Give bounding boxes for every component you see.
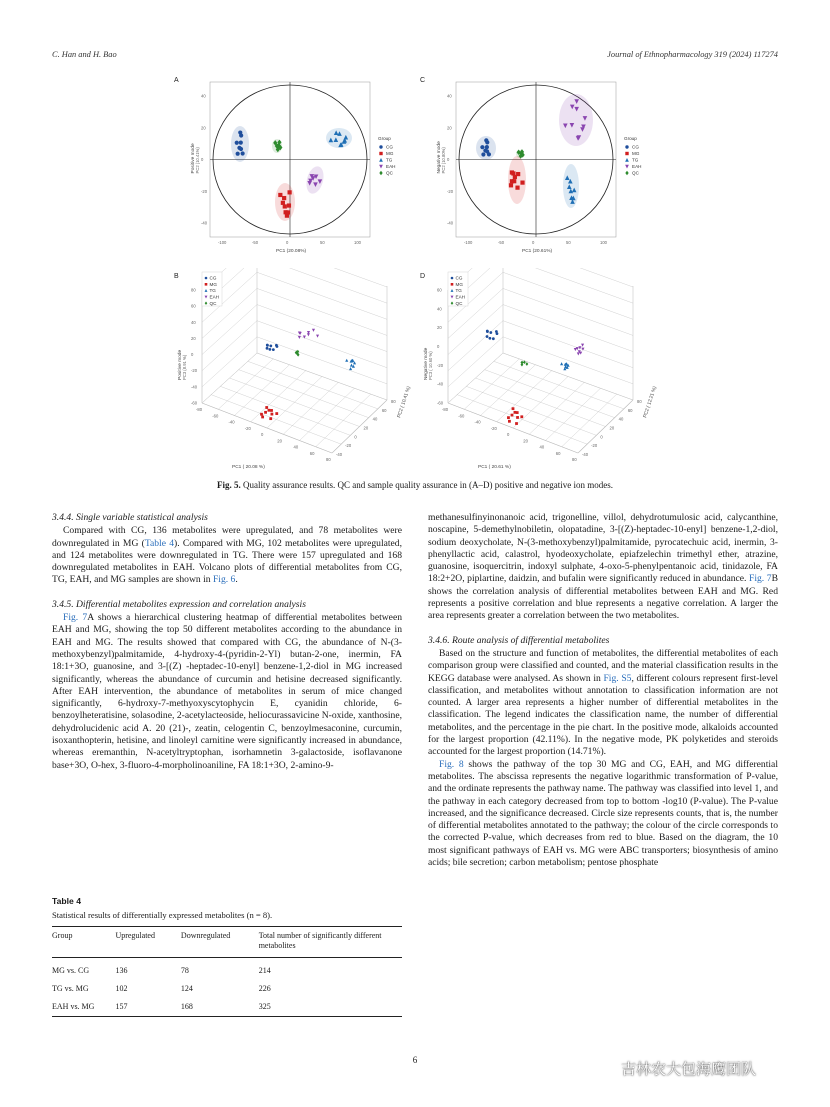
data-point	[379, 158, 383, 162]
grid-line	[202, 321, 257, 371]
legend-entry-qc: QC	[386, 170, 393, 176]
legend-entry-mg: MG	[386, 151, 394, 157]
grid-line	[503, 272, 633, 319]
legend-entry-tg: TG	[386, 157, 393, 163]
data-point	[625, 171, 628, 175]
y-tick-label: 40	[618, 416, 624, 422]
data-point	[265, 406, 268, 409]
x-tick-label: 20	[523, 438, 528, 444]
table-cell: 102	[115, 984, 128, 993]
x-tick-label: -50	[252, 240, 259, 245]
data-point	[488, 337, 491, 340]
watermark	[592, 1058, 756, 1079]
grid-line	[202, 353, 257, 403]
data-point	[489, 331, 492, 334]
paragraph-3-4-6a: Based on the structure and function of metabolites, the differential metabolites of each comparison group were classified and counted, and the material classification results in the KEGG database were analysed. As shown in Fig. S5, different colours represent first-level classification, and metabolites without annotation to classification information are not counted. A larger area represents a higher number of differential metabolites in the classification. The legend indicates the classification name, the number of differential metabolites, and the percentage in the pie chart. In the positive mode, alkaloids accounted for the largest proportion (42.11%). In the negative mode, PK polyketides and steroids accounted for the largest proportion (14.71%).	[428, 647, 778, 758]
grid-line	[503, 305, 633, 352]
data-point	[237, 146, 241, 150]
legend-entry-mg: MG	[209, 281, 217, 287]
z-tick-label: -20	[437, 362, 444, 368]
grid-line	[202, 305, 257, 355]
data-point	[508, 420, 511, 423]
z-tick-label: 40	[437, 306, 442, 312]
data-point	[350, 363, 353, 366]
grid-line	[257, 272, 387, 319]
x-tick-label: -100	[464, 240, 473, 245]
legend-entry-qc: QC	[455, 300, 463, 306]
table-row	[52, 958, 402, 977]
grid-line	[448, 337, 503, 387]
x-tick-label: 100	[354, 240, 361, 245]
x-tick-label: -20	[244, 425, 251, 431]
data-point	[241, 151, 245, 155]
data-point	[379, 171, 382, 175]
x-tick-label: 0	[261, 432, 264, 437]
data-point	[516, 416, 519, 419]
legend-entry-eah: EAH	[209, 294, 219, 300]
data-point	[345, 359, 348, 362]
data-point	[269, 417, 272, 420]
data-point	[269, 345, 272, 348]
y-tick-label: 20	[447, 125, 452, 131]
x-tick-label: -60	[212, 413, 219, 419]
legend-entry-qc: QC	[632, 170, 639, 176]
grid-line	[257, 288, 387, 335]
grid-line	[503, 321, 633, 368]
x-tick-label: 0	[507, 432, 510, 437]
z-tick-label: -60	[437, 400, 444, 406]
group-ellipse-tg	[326, 128, 352, 148]
z-tick-label: 0	[191, 352, 194, 358]
y-tick-label: 20	[363, 425, 369, 431]
x-tick-label: -40	[228, 419, 235, 425]
running-head-authors: C. Han and H. Bao	[52, 50, 117, 59]
data-point	[513, 175, 517, 179]
data-point	[275, 412, 278, 415]
data-point	[287, 203, 291, 207]
table-cell: 78	[180, 966, 189, 975]
x-tick-label: -40	[474, 419, 481, 425]
data-point	[281, 201, 285, 205]
panel-label: B	[174, 273, 179, 280]
watermark-text: 吉林农大包海鹰团队	[621, 1060, 757, 1078]
y-axis-label: Positive mode	[191, 143, 196, 174]
right-column	[428, 512, 778, 869]
data-point	[512, 407, 515, 410]
data-point	[480, 145, 484, 149]
z-tick-label: 0	[437, 344, 440, 349]
y-tick-label: -40	[582, 452, 589, 457]
grid-line	[503, 353, 633, 400]
legend-entry-cg: CG	[386, 144, 393, 150]
legend-entry-cg: CG	[209, 275, 217, 281]
y-tick-label: 80	[637, 399, 642, 404]
z-tick-label: 40	[191, 319, 196, 325]
x-tick-label: 100	[600, 240, 607, 245]
grid-line	[503, 268, 633, 303]
figure-panel-a	[172, 72, 412, 267]
left-column	[52, 512, 402, 772]
z-tick-label: -20	[191, 368, 198, 374]
x-tick-label: 40	[293, 444, 299, 450]
data-point	[625, 158, 629, 162]
data-point	[625, 152, 628, 155]
data-point	[268, 348, 271, 351]
data-point	[484, 138, 488, 142]
data-point	[579, 352, 582, 355]
x-axis-label: PC1 (20.61%)	[522, 249, 553, 254]
data-point	[512, 179, 516, 183]
legend-entry-tg: TG	[209, 288, 216, 294]
data-point	[307, 333, 310, 336]
panel-label: A	[174, 77, 179, 84]
table-header: Downregulated	[180, 931, 231, 940]
data-point	[266, 347, 269, 350]
x-tick-label: 80	[572, 457, 577, 462]
z-tick-label: -40	[191, 384, 198, 390]
y-tick-label: -20	[201, 188, 208, 194]
y-tick-label: 40	[447, 93, 452, 99]
table-title: Table 4	[52, 896, 81, 906]
table-cell: 214	[258, 966, 271, 975]
y-axis-label: Negative mode	[437, 141, 442, 174]
fig-s5-link[interactable]: Fig. S5	[603, 672, 632, 684]
data-point	[271, 413, 274, 416]
x-tick-label: 50	[566, 240, 571, 245]
data-point	[451, 277, 454, 280]
paragraph-3-4-5: Fig. 7A shows a hierarchical clustering heatmap of differential metabolites between EAH and MG, showing the top 50 different metabolites according to the abundance in EAH and MG. The results showed that compared with CG, the abundance of N-(3-methoxybenzyl)palmitamide, 4-hydroxy-4-(pyridin-2-Yl) butan-2-one, inermin, FA 18:1+3O, guanosine, and 3-[(Z) -heptadec-10-enyl] benzene-1,2-diol in MG increased significantly, whereas the abundance of curcumin and hetisine decreased significantly. After EAH intervention, the abundance of metabolites in serum of mice changed significantly, 6-hydroxy-7-methyoxyscytophycin E, cyanidin chloride, 6-benzoylheteratisine, solasodine, 2-acetylacteoside, heliocurassavicine N-oxide, xanthosine, dehydrolucidenic acid A. 20 (21)-, zeatin, celogentin C, benzoylmesaconine, curcumin, isoxanthopterin, hetisine, and linoleyl carnitine were significantly increased in abundance, whereas eremanthin, N-acetyltryptophan, isorhamnetin 3-galactoside, isoflavanone base+3O, O-hex, 3-fluoro-4-morpholinoaniline, FA 18:1+3O, 2-amino-9-	[52, 612, 402, 771]
data-point	[451, 283, 454, 286]
data-point	[288, 190, 292, 194]
z-tick-label: 60	[191, 303, 196, 309]
grid-line	[503, 268, 633, 287]
table-cell: 325	[258, 1002, 271, 1011]
x-axis-label: PC1 ( 20.08 %)	[232, 465, 265, 470]
table-4	[52, 896, 402, 1017]
y-tick-label: 40	[201, 93, 206, 99]
table-header: Group	[52, 931, 73, 940]
legend-entry-eah: EAH	[632, 164, 642, 170]
table-cell: TG vs. MG	[52, 984, 89, 993]
y-tick-label: 60	[381, 407, 387, 413]
y-axis-label: PC2 ( 12.21 %)	[643, 385, 658, 419]
data-point	[298, 336, 301, 339]
y-tick-label: 0	[447, 157, 450, 162]
table-cell: 124	[180, 984, 193, 993]
y-tick-label: 60	[627, 407, 633, 413]
axis-line	[578, 400, 633, 453]
group-ellipse-eah	[304, 164, 327, 195]
data-point	[511, 414, 514, 417]
table-header: Total number of significantly different metabolites	[258, 931, 382, 950]
data-point	[485, 145, 489, 149]
data-point	[270, 409, 273, 412]
fig-7-link[interactable]: Fig. 7	[63, 612, 88, 624]
section-heading-3-4-4: 3.4.4. Single variable statistical analysis	[52, 512, 208, 523]
grid-line	[257, 353, 387, 400]
wechat-icon	[592, 1059, 616, 1079]
z-tick-label: 20	[437, 325, 442, 331]
y-tick-label: 20	[609, 425, 615, 431]
grid-line	[202, 337, 257, 387]
grid-line	[448, 353, 503, 403]
legend-entry-tg: TG	[455, 288, 462, 294]
x-tick-label: 50	[320, 240, 325, 245]
y-tick-label: -40	[336, 452, 343, 457]
grid-line	[257, 268, 387, 287]
data-point	[278, 193, 282, 197]
grid-line	[503, 288, 633, 335]
y-tick-label: -20	[591, 443, 598, 449]
data-point	[625, 145, 628, 148]
figure-panel-d	[418, 268, 658, 473]
data-point	[486, 330, 489, 333]
y-tick-label: -40	[201, 220, 208, 226]
table-cell: MG vs. CG	[52, 966, 90, 975]
axis-line	[332, 400, 387, 453]
z-tick-label: 80	[191, 287, 196, 293]
table-cell: 157	[115, 1002, 128, 1011]
data-point	[507, 416, 510, 419]
y-tick-label: 20	[201, 125, 206, 131]
data-point	[316, 335, 319, 338]
data-point	[272, 348, 275, 351]
data-point	[509, 183, 513, 187]
data-point	[379, 165, 383, 169]
x-tick-label: 40	[539, 444, 545, 450]
table-row	[52, 976, 402, 994]
paragraph-3-4-4: Compared with CG, 136 metabolites were upregulated, and 78 metabolites were downregulated in MG (Table 4). Compared with MG, 102 metabolites were upregulated, and 124 metabolites were downregulated in TG. There were 157 upregulated and 168 downregulated metabolites in EAH. Volcano plots of differential metabolites from CG, TG, EAH, and MG samples are shown in Fig. 6.	[52, 525, 403, 586]
legend-title: Group	[378, 136, 391, 141]
group-ellipse-tg	[563, 164, 579, 208]
y-tick-label: 40	[372, 416, 378, 422]
grid-line	[448, 321, 503, 371]
panel-label: D	[420, 273, 426, 280]
x-tick-label: -60	[458, 413, 465, 419]
table-4-link[interactable]: Table 4	[144, 537, 175, 549]
table-cell: EAH vs. MG	[52, 1002, 95, 1011]
data-point	[577, 352, 580, 355]
data-point	[238, 130, 242, 134]
table-header: Upregulated	[115, 931, 155, 940]
data-point	[236, 152, 240, 156]
z-axis-label: Negative mode	[424, 347, 429, 380]
table-cell: 168	[180, 1002, 193, 1011]
z-tick-label: 20	[191, 335, 196, 341]
data-point	[205, 283, 208, 286]
data-point	[276, 345, 279, 348]
x-tick-label: -80	[442, 407, 449, 412]
data-point	[525, 362, 528, 366]
paragraph-continued: methanesulfinyinonanoic acid, trigonelline, villol, dehydrotumulosic acid, calycanthine, noscapine, 5-demethylnobiletin, olopatadine, 3-[(Z)-heptadec-10-enyl] benzene-1,2-diol, sodium deoxycholate, N-(3-methoxybenzyl)palmitamide, pyrocatechuic acid, inermin, 3-phenyllactic acid, calastrol, hyodeoxycholate, epiafzelechin trimethyl ether, atrazine, guanosine, isoquercitrin, indoxyl sulphate, 4-oxo-5-phenylpentanoic acid, tinidazole, FA 18:2+2O, piplartine, daidzin, and bufalin were significantly reduced in abundance. Fig. 7B shows the correlation analysis of differential metabolites between EAH and MG. Red represents a positive correlation and blue represents a negative correlation. A larger the area represents greater a correlation between the two metabolites.	[428, 512, 778, 622]
legend-entry-cg: CG	[455, 275, 463, 281]
z-tick-label: -60	[191, 400, 198, 406]
page-number: 6	[412, 1055, 418, 1065]
x-tick-label: 0	[286, 240, 289, 245]
data-point	[264, 411, 267, 414]
x-tick-label: -80	[196, 407, 203, 412]
data-point	[515, 186, 519, 190]
data-point	[266, 344, 269, 347]
data-point	[261, 416, 264, 419]
data-point	[516, 411, 519, 414]
data-point	[239, 141, 243, 145]
y-tick-label: -20	[345, 443, 352, 449]
paragraph-3-4-6b: Fig. 8 shows the pathway of the top 30 MG and CG, EAH, and MG differential metabolites. The abscissa represents the negative logarithmic transformation of P-value, and the ordinate represents the pathway name. The pathway was classified into level 1, and the pathway in each category decreased from top to bottom -log10 (P-value). The P-value increased, and the significance decreased. Circle size represents counts, that is, the number of differential metabolites annotated to the pathway; the colour of the circle corresponds to the corrected P-value, which decreases from red to blue. Based on the diagram, the 10 most significant pathways of EAH vs. MG were ABC transporters; biosynthesis of amino acids; bile secretion; carbon metabolism; pentose phosphate	[428, 758, 778, 869]
data-point	[560, 362, 563, 365]
y-tick-label: -20	[447, 188, 454, 194]
z-axis-label: Positive mode	[178, 349, 183, 380]
x-axis-label: PC1 (20.08%)	[276, 249, 307, 254]
figure-caption-label: Fig. 5.	[217, 480, 241, 490]
z-axis-sublabel: PC3 (8.91 %)	[182, 354, 187, 380]
legend-title: Group	[624, 136, 637, 141]
legend-entry-eah: EAH	[455, 294, 465, 300]
y-axis-label: PC2 ( 10.41 %)	[397, 385, 412, 419]
x-tick-label: 80	[326, 457, 331, 462]
fig-7b-link[interactable]: Fig. 7	[749, 573, 772, 585]
x-tick-label: -50	[498, 240, 505, 245]
legend-entry-mg: MG	[632, 151, 640, 157]
table-caption: Statistical results of differentially expressed metabolites (n = 8).	[52, 910, 273, 920]
grid-line	[257, 268, 387, 303]
legend-entry-mg: MG	[455, 281, 463, 287]
y-axis-sublabel: PC2 (10.80%)	[441, 147, 446, 174]
data-point	[496, 332, 499, 335]
data-point	[312, 329, 315, 332]
x-tick-label: -20	[490, 425, 497, 431]
y-axis-sublabel: PC2 (10.41%)	[195, 147, 200, 174]
figure-panel-c	[418, 72, 658, 267]
data-point	[205, 277, 208, 280]
table-cell: 136	[115, 966, 128, 975]
legend-entry-cg: CG	[632, 144, 639, 150]
fig-8-link[interactable]: Fig. 8	[439, 758, 464, 770]
data-point	[349, 367, 352, 370]
x-tick-label: 20	[277, 438, 282, 444]
z-tick-label: -40	[437, 381, 444, 387]
data-point	[486, 335, 489, 338]
data-point	[286, 210, 290, 214]
legend-entry-eah: EAH	[386, 164, 396, 170]
table-cell: 226	[258, 984, 271, 993]
data-point	[625, 165, 629, 169]
x-tick-label: 60	[555, 450, 561, 456]
grid-line	[448, 305, 503, 355]
data-point	[481, 152, 485, 156]
x-axis-label: PC1 ( 20.61 %)	[478, 465, 511, 470]
y-tick-label: 0	[600, 434, 603, 440]
figure-caption-text: Quality assurance results. QC and sample quality assurance in (A–D) positive and negative ion modes.	[243, 480, 613, 490]
x-tick-label: -100	[218, 240, 227, 245]
data-point	[520, 180, 524, 184]
x-tick-label: 60	[309, 450, 315, 456]
panel-label: C	[420, 77, 426, 84]
y-tick-label: 80	[391, 399, 396, 404]
y-tick-label: 0	[201, 157, 204, 162]
data-point	[260, 413, 263, 416]
figure-caption	[0, 480, 830, 490]
legend-entry-qc: QC	[209, 300, 217, 306]
data-point	[510, 170, 514, 174]
figure-panel-b	[172, 268, 412, 473]
data-point	[282, 196, 286, 200]
running-head-journal: Journal of Ethnopharmacology 319 (2024) 117274	[607, 50, 778, 59]
data-point	[520, 415, 523, 418]
z-tick-label: 60	[437, 287, 442, 293]
data-point	[379, 152, 382, 155]
section-heading-3-4-6: 3.4.6. Route analysis of differential metabolites	[428, 634, 610, 646]
data-point	[235, 141, 239, 145]
section-heading-3-4-5: 3.4.5. Differential metabolites expression and correlation analysis	[52, 598, 306, 610]
data-point	[268, 409, 271, 412]
table-4-grid	[52, 926, 402, 1017]
data-point	[492, 337, 495, 340]
data-point	[581, 344, 584, 347]
data-point	[574, 348, 577, 351]
y-tick-label: -40	[447, 220, 454, 226]
data-point	[515, 422, 518, 425]
x-tick-label: 0	[532, 240, 535, 245]
z-axis-sublabel: PC3 ( 10.60 %)	[428, 351, 433, 380]
fig-6-link[interactable]: Fig. 6	[212, 574, 236, 586]
data-point	[379, 145, 382, 148]
legend-entry-tg: TG	[632, 157, 639, 163]
data-point	[283, 204, 287, 208]
table-row	[52, 994, 402, 1017]
y-tick-label: 0	[354, 434, 357, 440]
